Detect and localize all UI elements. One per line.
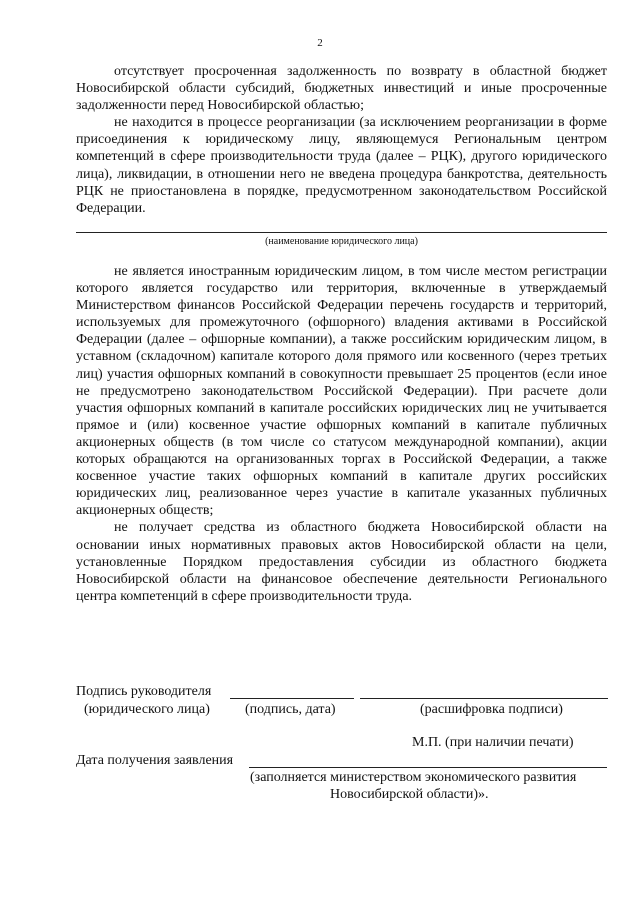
page-number: 2: [317, 37, 323, 49]
paragraphs-bottom: [76, 263, 607, 605]
decoding-caption: (расшифровка подписи): [420, 702, 563, 717]
signature-line: [230, 698, 354, 699]
paragraph-reorganization: не находится в процессе реорганизации (за исключением реорганизации в форме присоединения к юридическому лицу, являющемуся Региональным центром компетенций в сфере производительности труда (далее – РЦК), другого юридического лица), ликвидации, в отношении него не введена процедура банкротства, деятельность РЦК не приостановлена в порядке, предусмотренном законодательством Российской Федерации.: [76, 115, 607, 216]
paragraph-budget-funds: не получает средства из областного бюджета Новосибирской области на основании иных нормативных правовых актов Новосибирской области на цели, установленные Порядком предоставления субсидии из областного бюджета Новосибирской области на финансовое обеспечение деятельности Регионального центра компетенций в сфере производительности труда.: [76, 520, 607, 604]
receipt-caption-line1: (заполняется министерством экономического развития: [250, 770, 577, 785]
org-name-caption: (наименование юридического лица): [265, 236, 418, 247]
receipt-date-line: [249, 767, 607, 768]
org-name-line: [76, 232, 607, 233]
receipt-caption-line2: Новосибирской области)».: [330, 787, 489, 802]
signature-label-line2: (юридического лица): [84, 702, 210, 717]
stamp-note: М.П. (при наличии печати): [412, 735, 574, 750]
paragraphs-top: [76, 63, 607, 217]
sign-date-caption: (подпись, дата): [245, 702, 336, 717]
paragraph-offshore: не является иностранным юридическим лицом, в том числе местом регистрации которого является государство или территория, включенные в утверждаемый Министерством финансов Российской Федерации перечень государств и территорий, используемых для промежуточного (офшорного) владения активами в Российской Федерации (далее – офшорные компании), а также российским юридическим лицом, в уставном (складочном) капитале которого доля прямого или косвенного (через третьих лиц) участия офшорных компаний в совокупности превышает 25 процентов (если иное не предусмотрено законодательством Российской Федерации). При расчете доли участия офшорных компаний в капитале российских юридических лиц не учитывается прямое и (или) косвенное участие офшорных компаний в капитале публичных акционерных обществ (в том числе со статусом международной компании), акции которых обращаются на организованных торгах в Российской Федерации, а также косвенное участие таких офшорных компаний в капитале других российских юридических лиц, реализованное через участие в капитале указанных публичных акционерных обществ;: [76, 264, 607, 519]
receipt-date-label: Дата получения заявления: [76, 753, 234, 768]
signature-label: Подпись руководителя: [76, 684, 212, 699]
signature-decoding-line: [360, 698, 608, 699]
paragraph-overdue-debt: отсутствует просроченная задолженность по возврату в областной бюджет Новосибирской области субсидий, бюджетных инвестиций и иные просроченные задолженности перед Новосибирской областью;: [76, 64, 607, 114]
